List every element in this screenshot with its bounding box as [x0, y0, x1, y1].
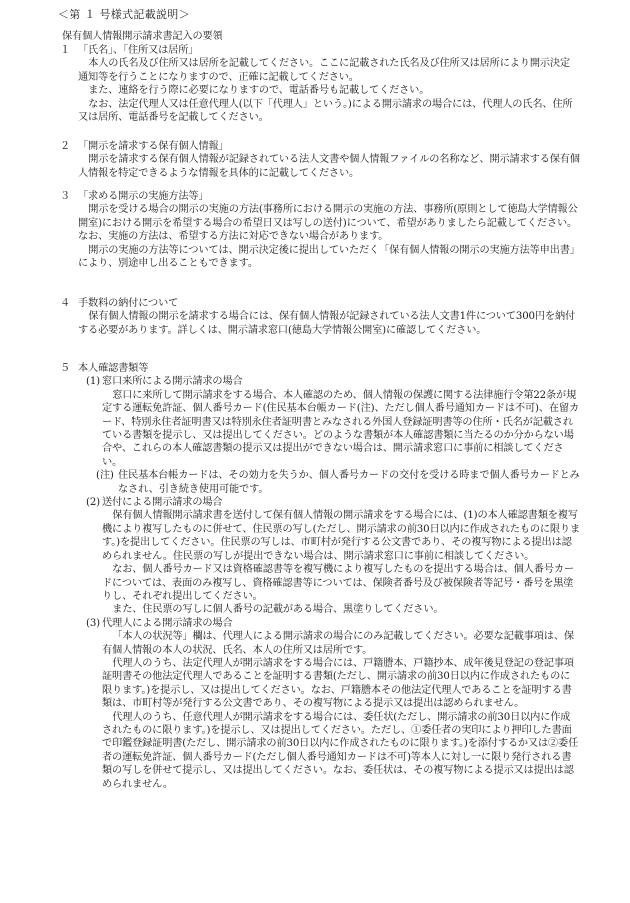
section-title: 手数料の納付について: [78, 298, 179, 309]
paragraph: 開示を受ける場合の開示の実施の方法(事務所における開示の実施の方法、事務所(原則として徳島大学情報公開室)における開示を希望する場合の希望日又は写しの送付)について、希望がありましたら記載してください。なお、実施の方法は、希望する方法に対応できない場合があります。: [78, 204, 578, 243]
section-number: ２: [60, 141, 71, 152]
subsection-title: 窓口来所による開示請求の場合: [102, 376, 243, 388]
section-heading: [60, 362, 580, 375]
section-number: １: [60, 45, 71, 56]
note: [60, 469, 580, 496]
paragraph: 開示を請求する保有個人情報が記録されている法人文書や個人情報ファイルの名称など、開示請求する保有個人情報を特定できるような情報を具体的に記載してください。: [78, 154, 580, 179]
note-mark: (注): [96, 470, 114, 482]
subsection-title: 送付による開示請求の場合: [102, 497, 223, 509]
note-text: 住民基本台帳カードは、その効力を失うか、個人番号カードの交付を受ける時まで個人番号カードとみなされ、引き続き使用可能です。: [118, 470, 580, 495]
paragraph: 本人の氏名及び住所又は居所を記載してください。ここに記載された氏名及び住所又は居所により開示決定通知等を行うことになりますので、正確に記載してください。: [78, 58, 570, 83]
section-1: [60, 44, 580, 124]
section-2: [60, 140, 580, 180]
section-3: [60, 190, 580, 270]
paragraph: また、連絡を行う際に必要になりますので、電話番号も記載してください。: [88, 85, 430, 97]
document-title: 保有個人情報開示請求書記入の要領: [62, 31, 223, 42]
subsection-number: (1): [86, 376, 100, 388]
paragraph: なお、個人番号カード又は資格確認書等を複写機により複写したものを提出する場合は、個人番号カードについては、表面のみ複写し、資格確認書等については、保険者番号及び被保険者等記号・番号を黒塗りし、それぞれ提出してください。: [102, 564, 574, 602]
paragraph: 窓口に来所して開示請求をする場合、本人確認のため、個人情報の保護に関する法律施行令第22条が規定する運転免許証、個人番号カード(住民基本台帳カード(注)、ただし個人番号通知カードは不可)、在留カード、特別永住者証明書又は特別永住者証明書とみなされる外国人登録証明書等の住所・氏名が記載されている書類を提示し、又は提出してください。どのような書類が本人確認書類に当たるのか分からない場合や、これらの本人確認書類の提示又は提出ができない場合は、開示請求窓口に事前に相談してください。: [102, 389, 580, 468]
paragraph: 保有個人情報の開示を請求する場合には、保有個人情報が記録されている法人文書1件について300円を納付する必要があります。詳しくは、開示請求窓口(徳島大学情報公開室)に確認してください。: [78, 311, 576, 336]
paragraph: また、住民票の写しに個人番号の記載がある場合、黒塗りしてください。: [112, 604, 444, 616]
section-number: ４: [60, 298, 71, 309]
paragraph: 保有個人情報開示請求書を送付して保有個人情報の開示請求をする場合には、(1)の本人確認書類を複写機により複写したものに併せて、住民票の写し(ただし、開示請求の前30日以内に作成されたものに限ります。)を提出してください。住民票の写しは、市町村が発行する公文書であり、その複写物による提出は認められません。住民票の写しが提出できない場合は、開示請求窓口に事前に相談してください。: [102, 510, 581, 562]
paragraph: 代理人のうち、法定代理人が開示請求をする場合には、戸籍謄本、戸籍抄本、成年後見登記の登記事項証明書その他法定代理人であることを証明する書類(ただし、開示請求の前30日以内に作成されたものに限ります。)を提示し、又は提出してください。なお、戸籍謄本その他法定代理人であることを証明する書類は、市町村等が発行する公文書であり、その複写物による提示又は提出は認められません。: [102, 657, 574, 710]
section-title: 本人確認書類等: [78, 363, 149, 374]
paragraph: 「本人の状況等」欄は、代理人による開示請求の場合にのみ記載してください。必要な記載事項は、保有個人情報の本人の状況、氏名、本人の住所又は居所です。: [102, 631, 574, 656]
section-number: ５: [60, 363, 71, 374]
form-header: ＜第 １ 号様式記載説明＞: [58, 8, 190, 21]
section-heading: [60, 297, 580, 310]
paragraph: 開示の実施の方法等については、開示決定後に提出していただく「保有個人情報の開示の実施方法等申出書」により、別途申し出ることもできます。: [78, 244, 580, 270]
section-5: [60, 362, 580, 791]
paragraph: なお、法定代理人又は任意代理人(以下「代理人」という。)による開示請求の場合には、代理人の氏名、住所又は居所、電話番号を記載してください。: [78, 98, 573, 124]
section-title: 「氏名」、「住所又は居所」: [78, 45, 199, 56]
subsection-number: (2): [86, 497, 100, 509]
section-heading: [60, 44, 580, 57]
section-heading: [60, 140, 580, 153]
subsection-number: (3): [86, 617, 100, 629]
paragraph: 代理人のうち、任意代理人が開示請求をする場合には、委任状(ただし、開示請求の前30日以内に作成されたものに限ります。)を提示し、又は提出してください。ただし、①委任者の実印により押印した書面で印鑑登録証明書(ただし、開示請求の前30日以内に作成されたものに限ります。)を添付するか又は②委任者の運転免許証、個人番号カード(ただし個人番号通知カードは不可)等本人に対し一に限り発行される書類の写しを併せて提示し、又は提出してください。なお、委任状は、その複写物による提示又は提出は認められません。: [102, 711, 579, 790]
section-title: 「求める開示の実施方法等」: [78, 191, 209, 202]
section-heading: [60, 190, 580, 203]
subsection-heading: [60, 617, 580, 630]
subsection-heading: [60, 496, 580, 509]
section-4: [60, 297, 580, 337]
section-number: ３: [60, 191, 71, 202]
subsection-heading: [60, 375, 580, 388]
subsection-title: 代理人による開示請求の場合: [102, 617, 233, 629]
section-title: 「開示を請求する保有個人情報」: [78, 141, 229, 152]
